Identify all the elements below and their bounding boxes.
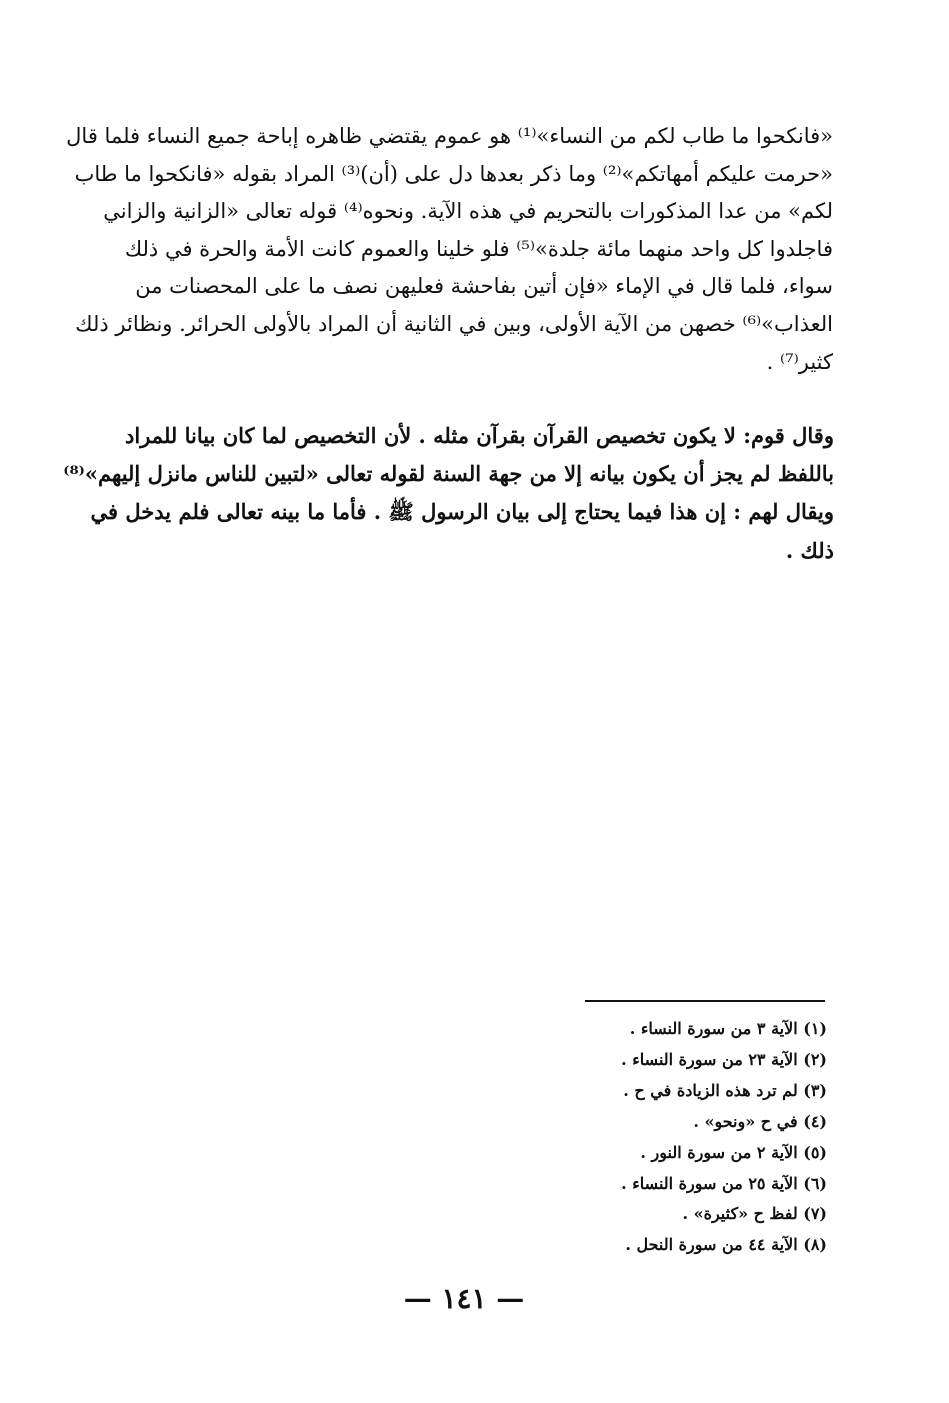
footnote-8: (٨) الآية ٤٤ من سورة النحل . [625,1235,827,1255]
footnote-3: (٣) لم ترد هذه الزيادة في ح . [623,1080,827,1100]
main-paragraph-2 [63,417,834,570]
text-line: «حرمت عليكم أمهاتكم»⁽²⁾ وما ذكر بعدها دل على (أن)⁽³⁾ المراد بقوله «فانكحوا ما طاب [74,161,833,186]
text-line: ويقال لهم : إن هذا فيما يحتاج إلى بيان الرسول ﷺ . فأما ما بينه تعالى فلم يدخل في [90,499,834,525]
text-line: العذاب»⁽⁶⁾ خصهن من الآية الأولى، وبين في الثانية أن المراد بالأولى الحرائر. ونظائر ذلك [75,311,833,336]
footnote-2: (٢) الآية ٢٣ من سورة النساء . [621,1049,827,1069]
footnotes [507,1014,827,1261]
text-line: سواء، فلما قال في الإماء «فإن أتين بفاحشة فعليهن نصف ما على المحصنات من [135,274,833,299]
text-line: وقال قوم: لا يكون تخصيص القرآن بقرآن مثله . لأن التخصيص لما كان بيانا للمراد [125,423,834,448]
text-line: «فانكحوا ما طاب لكم من النساء»⁽¹⁾ هو عموم يقتضي ظاهره إباحة جميع النساء فلما قال [66,124,833,148]
footnote-1: (١) الآية ٣ من سورة النساء . [629,1019,827,1038]
footnote-4: (٤) في ح «ونحو» . [693,1111,827,1131]
text-line: ذلك . [785,537,834,563]
text-line: كثير⁽⁷⁾ . [766,349,833,374]
footnote-5: (٥) الآية ٢ من سورة النور . [640,1142,827,1162]
footnote-separator [585,1000,825,1002]
page-number: — ١٤١ — [403,1282,525,1315]
footnote-7: (٧) لفظ ح «كثيرة» . [682,1204,827,1224]
text-line: لكم» من عدا المذكورات بالتحريم في هذه الآية. ونحوه⁽⁴⁾ قوله تعالى «الزانية والزاني [103,199,833,224]
text-line: فاجلدوا كل واحد منهما مائة جلدة»⁽⁵⁾ فلو خلينا والعموم كانت الأمة والحرة في ذلك [124,236,833,261]
text-line: باللفظ لم يجز أن يكون بيانه إلا من جهة السنة لقوله تعالى «لتبين للناس مانزل إليهم»⁽⁸⁾ [63,461,834,487]
footnote-6: (٦) الآية ٢٥ من سورة النساء . [621,1173,827,1193]
main-paragraph-1 [66,118,833,381]
